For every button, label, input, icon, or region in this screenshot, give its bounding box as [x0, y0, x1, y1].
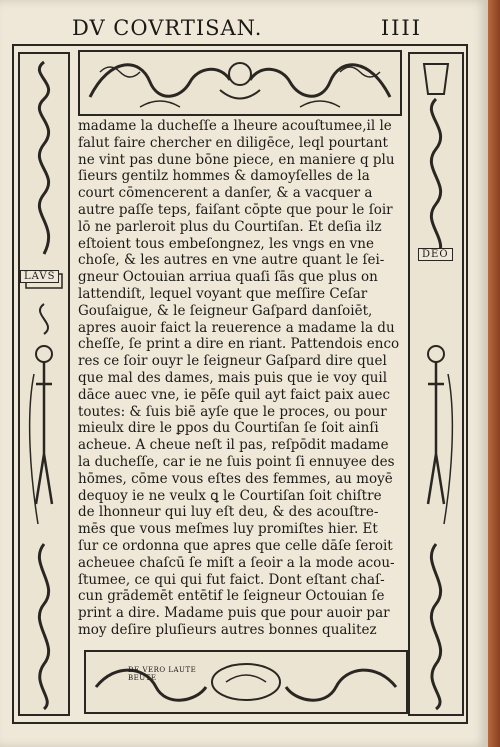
left-ornament-column: [18, 52, 70, 716]
folio-number: IIII: [380, 16, 422, 40]
text-line: dequoy ie ne veulx ꝗ le Courtiſan ſoit chiſtre: [78, 487, 382, 504]
text-line: res ce ſoir ouyr le ſeigneur Gaſpard dire quel: [78, 353, 387, 370]
text-line: ne vint pas dune bōne piece, en maniere q plu: [78, 151, 395, 168]
text-line: lō ne parleroit plus du Courtiſan. Et deſia ilz: [78, 218, 382, 235]
text-line: ſtumee, ce qui qui fut faict. Dont eſtant chaſ-: [78, 571, 385, 588]
text-line: toutes: & ſuis biē ayſe que le proces, ou pour: [78, 403, 387, 420]
text-line: la ducheſſe, car ie ne ſuis point ſi ennuyee des: [78, 453, 395, 470]
body-text: [78, 118, 403, 639]
text-line: de lhonneur qui luy eſt deu, & des acouſtre-: [78, 504, 379, 521]
text-line: Gouſaigue, & le ſeigneur Gaſpard danſoiēt,: [78, 302, 373, 319]
text-line: eſtoient tous embeſongnez, les vngs en vne: [78, 235, 374, 252]
figure-column-icon: [20, 54, 68, 714]
text-line: que mal des dames, mais puis que ie voy quil: [78, 369, 388, 386]
scroll-ornament-icon: [80, 52, 400, 114]
text-line: lattendiſt, lequel voyant que meſſire Ceſar: [78, 285, 368, 302]
figure-column-icon: [410, 54, 462, 714]
text-line: madame la ducheſſe a lheure acouſtumee,il le: [78, 118, 392, 134]
top-ornament-panel: [78, 50, 402, 116]
text-line: court cōmencerent a danſer, & a vacquer a: [78, 185, 373, 202]
running-title: DV COVRTISAN.: [72, 16, 263, 40]
text-line: print a dire. Madame puis que pour auoir par: [78, 605, 390, 622]
text-line: gneur Octouian arriua quaſi ſās que plus on: [78, 269, 378, 286]
text-line: autre paſſe teps, faiſant cōpte que pour le ſoir: [78, 201, 393, 218]
text-line: acheuee chaſcū ſe miſt a ſeoir a la mode acou-: [78, 554, 395, 571]
text-line: moy deſire pluſieurs autres bonnes qualitez: [78, 621, 377, 638]
text-line: mēs que vous meſmes luy promiſtes hier. Et: [78, 521, 378, 538]
right-ornament-column: [408, 52, 464, 716]
text-line: choſe, & les autres en vne autre quant le ſei-: [78, 252, 385, 269]
text-line: acheue. A cheue neſt il pas, reſpōdit madame: [78, 437, 389, 454]
bottom-ornament-panel: [84, 650, 408, 714]
text-line: falut faire chercher en diligēce, leql pourtant: [78, 134, 388, 151]
page-edge: [488, 0, 500, 747]
text-line: ſur ce ordonna que apres que celle dāſe ſeroit: [78, 537, 393, 554]
text-line: hōmes, cōme vous eſtes des femmes, au moyē: [78, 470, 393, 487]
text-line: dāce auec vne, ie pēſe quil ayt faict paix auec: [78, 386, 391, 403]
text-line: apres auoir faict la reuerence a madame la du: [78, 319, 395, 336]
text-line: cheſſe, ſe print a dire en riant. Pattendois enco: [78, 336, 400, 353]
lavs-label: LAVS: [20, 270, 59, 283]
text-line: mieulx dire le ꝑpos du Courtiſan ſe ſoit ainſi: [78, 420, 379, 437]
text-line: ſieurs gentilz hommes & damoyſelles de la: [78, 168, 370, 185]
deo-label: DEO: [418, 248, 453, 261]
dolphin-ornament-icon: [86, 652, 406, 712]
text-line: cun grādemēt entētif le ſeigneur Octouian ſe: [78, 588, 385, 605]
bottom-inscription: DE VERO LAUTE BEUTE: [128, 666, 197, 682]
